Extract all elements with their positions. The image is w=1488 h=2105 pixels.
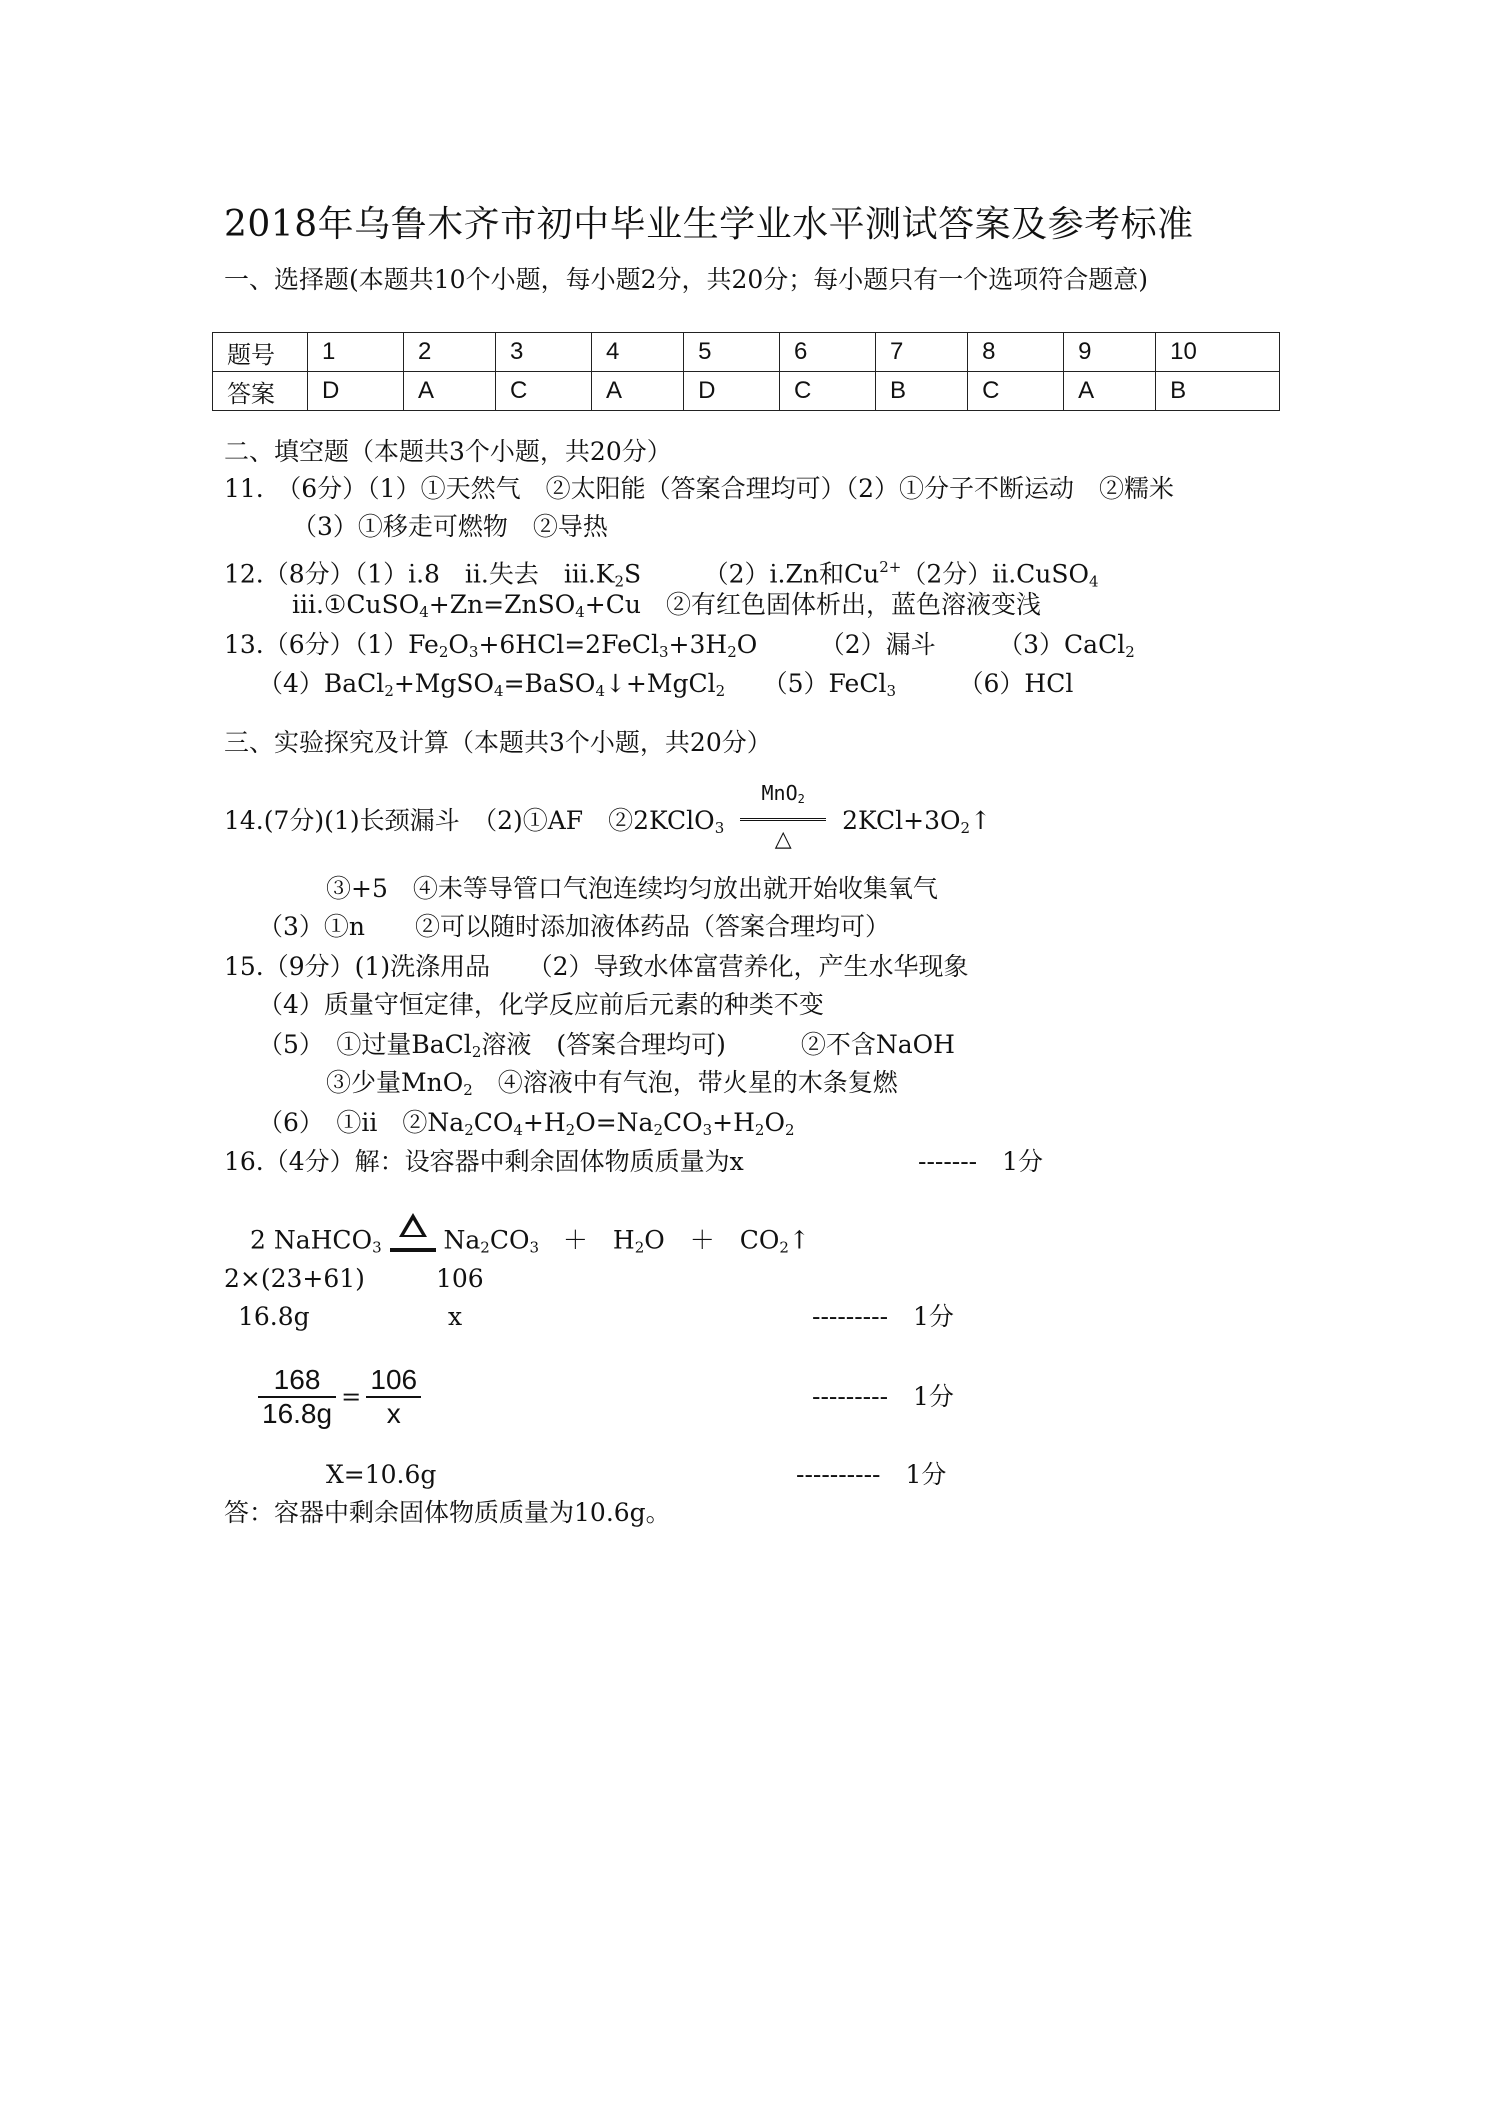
q16-score-2: --------- 1分 (812, 1302, 954, 1331)
table-cell: C (496, 372, 592, 411)
table-header-number: 题号 (213, 333, 308, 372)
q16-result: X=10.6g (326, 1460, 437, 1489)
table-cell: 3 (496, 333, 592, 372)
q16-mass-left: 2×(23+61) (224, 1264, 365, 1293)
q16-given-right: x (448, 1302, 463, 1331)
q12-line-2: iii.①CuSO$_4$+Zn=ZnSO$_4$+Cu ②有红色固体析出，蓝色溶液变浅 (292, 590, 1041, 621)
table-cell: C (780, 372, 876, 411)
page-title: 2018年乌鲁木齐市初中毕业生学业水平测试答案及参考标准 (224, 204, 1194, 245)
table-cell: 6 (780, 333, 876, 372)
q16-proportion: $\frac{168}{16.8g}$ = $\frac{106}{x}$ (258, 1364, 421, 1430)
q15-line-2: （4）质量守恒定律，化学反应前后元素的种类不变 (258, 990, 824, 1019)
q16-given-left: 16.8g (238, 1302, 310, 1331)
q15-line-3: （5） ①过量BaCl$_2$溶液 (答案合理均可) ②不含NaOH (258, 1030, 955, 1061)
table-cell: C (968, 372, 1064, 411)
table-cell: 8 (968, 333, 1064, 372)
table-cell: A (1064, 372, 1156, 411)
q16-line-1: 16.（4分）解：设容器中剩余固体物质质量为x (224, 1147, 744, 1176)
q16-mass-right: 106 (436, 1264, 484, 1293)
reaction-condition: MnO$_2$ △ (740, 776, 826, 857)
q16-equation: 2 NaHCO$_3$ $Na_2CO_3$ ＋ $H_2O$ ＋ $CO_2↑$ (250, 1222, 810, 1264)
table-header-answer: 答案 (213, 372, 308, 411)
fraction-left: $\frac{168}{16.8g}$ (258, 1364, 336, 1430)
q15-line-4: ③少量MnO$_2$ ④溶液中有气泡，带火星的木条复燃 (326, 1068, 898, 1099)
heat-condition (390, 1212, 436, 1252)
q15-line-1: 15.（9分）(1)洗涤用品 （2）导致水体富营养化，产生水华现象 (224, 952, 969, 981)
q16-score-1: ------- 1分 (918, 1147, 1044, 1176)
q16-answer: 答：容器中剩余固体物质质量为10.6g。 (224, 1498, 671, 1527)
q15-line-5: （6） ①ii $②Na_2CO_4+H_2O=Na_2CO_3+H_2O_2$ (258, 1108, 795, 1139)
table-cell: A (403, 372, 495, 411)
q16-score-4: ---------- 1分 (796, 1460, 947, 1489)
q14-line-2: ③+5 ④未等导管口气泡连续均匀放出就开始收集氧气 (326, 874, 938, 903)
table-cell: B (876, 372, 968, 411)
section-1-heading: 一、选择题(本题共10个小题，每小题2分，共20分；每小题只有一个选项符合题意) (224, 265, 1149, 294)
triangle-icon (399, 1213, 427, 1237)
section-3-heading: 三、实验探究及计算（本题共3个小题，共20分） (224, 728, 772, 757)
table-cell: 7 (876, 333, 968, 372)
fraction-right: $\frac{106}{x}$ (366, 1364, 421, 1430)
q14-line-1: 14.(7分)(1)长颈漏斗 （2)①AF ②2KClO$_3$ MnO$_2$ △ $2KCl+3O_2↑$ (224, 782, 991, 863)
table-cell: 10 (1156, 333, 1280, 372)
table-cell: 5 (684, 333, 780, 372)
q12-line-1: 12.（8分）（1）i.8 ii.失去 $iii.K_2S$ （2）i.Zn和$Cu^{2+}(2$分）ii.CuSO$_4$ (224, 558, 1099, 591)
section-2-heading: 二、填空题（本题共3个小题，共20分） (224, 437, 672, 466)
table-cell: 2 (403, 333, 495, 372)
q11-line-1: 11. （6分）（1）①天然气 ②太阳能（答案合理均可）（2）①分子不断运动 ②糯米 (224, 474, 1174, 503)
q14-line-3: （3）①n ②可以随时添加液体药品（答案合理均可） (258, 912, 891, 941)
q11-line-2: （3）①移走可燃物 ②导热 (292, 512, 608, 541)
q13-line-2: （4）BaCl$_2$+MgSO$_4$=BaSO$_4$↓+MgCl$_2$ （5）FeCl$_3$ （6）HCl (258, 669, 1074, 700)
answer-table (212, 332, 1280, 411)
table-cell: D (308, 372, 404, 411)
table-row-numbers (213, 333, 1280, 372)
q13-line-1: 13.（6分）$(1)Fe_2O_3+6HCl=2FeCl_3+3H_2O$ （2）漏斗 （3）CaCl$_2$ (224, 630, 1135, 661)
table-cell: 4 (592, 333, 684, 372)
table-cell: D (684, 372, 780, 411)
table-cell: A (592, 372, 684, 411)
table-cell: 9 (1064, 333, 1156, 372)
table-cell: 1 (308, 333, 404, 372)
q16-score-3: --------- 1分 (812, 1382, 954, 1411)
table-row-answers (213, 372, 1280, 411)
table-cell: B (1156, 372, 1280, 411)
